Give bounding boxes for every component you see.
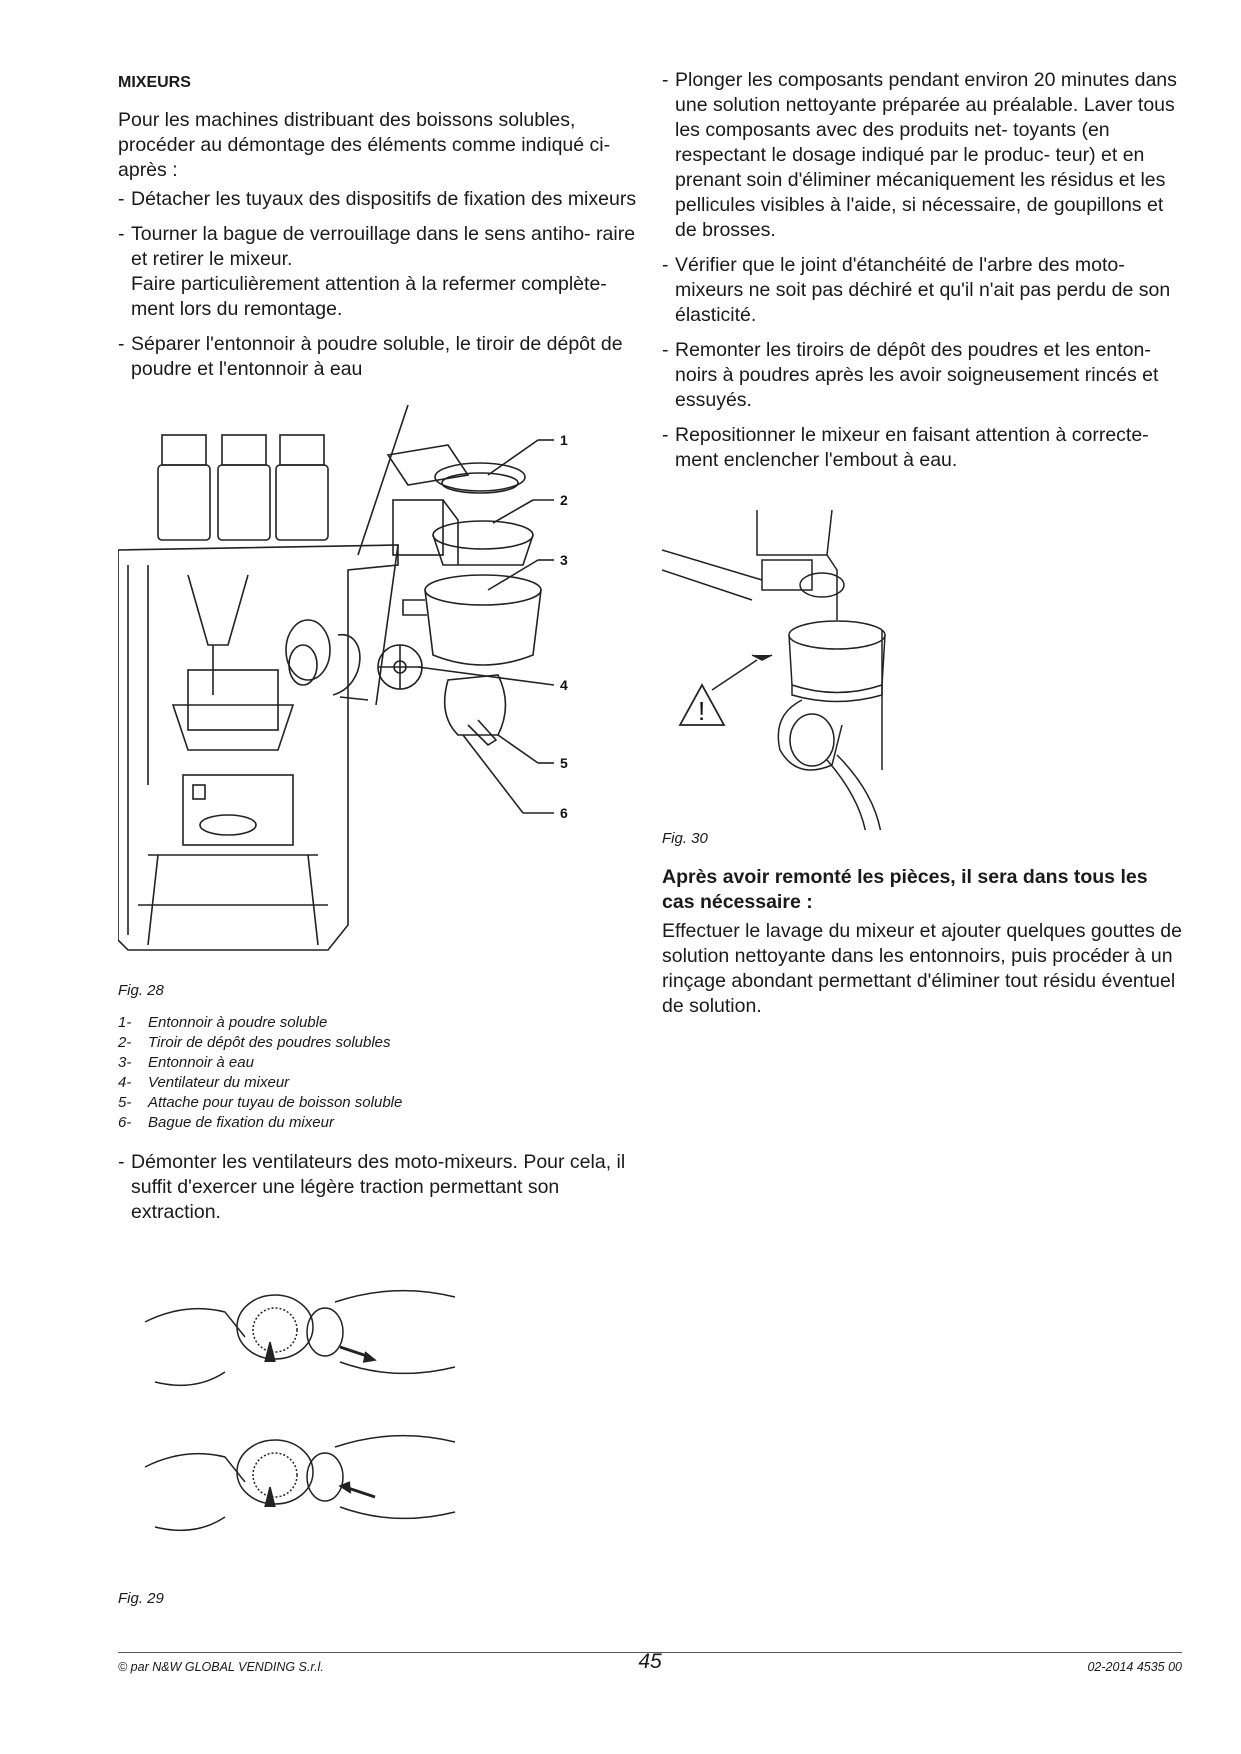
fig28-caption: Fig. 28 — [118, 982, 164, 999]
reassembly-subheading: Après avoir remonté les pièces, il sera dans tous les cas nécessaire : — [662, 866, 1148, 913]
callout-4: 4 — [560, 677, 568, 693]
left-column — [118, 70, 640, 392]
list-item: - Séparer l'entonnoir à poudre soluble, le tiroir de dépôt de poudre et l'entonnoir à eau — [118, 333, 623, 380]
list-item: - Repositionner le mixeur en faisant attention à correcte- ment enclencher l'embout à eau. — [662, 424, 1149, 471]
footer-copyright: © par N&W GLOBAL VENDING S.r.l. — [118, 1660, 324, 1674]
list-item: 3- Entonnoir à eau — [118, 1054, 254, 1071]
warning-icon: ! — [698, 696, 706, 726]
fig28-illustration — [118, 405, 638, 965]
list-item: 2- Tiroir de dépôt des poudres solubles — [118, 1034, 391, 1051]
list-item: 6- Bague de fixation du mixeur — [118, 1114, 334, 1131]
right-lower-block — [662, 830, 1182, 1023]
final-paragraph: Effectuer le lavage du mixeur et ajouter quelques gouttes de solution nettoyante dans les entonnoirs, puis procéder à un rinçage abondant permettant d'éliminer tout résidu éventuel de solution. — [662, 920, 1182, 1017]
fig30-illustration — [662, 510, 902, 830]
list-item: 5- Attache pour tuyau de boisson soluble — [118, 1094, 403, 1111]
list-item: - Démonter les ventilateurs des moto-mixeurs. Pour cela, il suffit d'exercer une légère traction permettant son extraction. — [118, 1151, 626, 1223]
page-number: 45 — [638, 1650, 662, 1673]
fan-removal-step — [118, 1150, 640, 1225]
fig28-legend — [118, 1013, 640, 1133]
callout-2: 2 — [560, 492, 568, 508]
list-item: - Plonger les composants pendant environ 20 minutes dans une solution nettoyante préparée au préalable. Laver tous les composants avec des produits net- toyants (en respectant le dosage indiqué par le produc- teur) et en prenant soin d'éliminer mécaniquement les résidus et les pellicules visibles à l'aide, si nécessaire, de goupillons et de brosses. — [662, 69, 1177, 241]
section-heading: MIXEURS — [118, 74, 191, 91]
list-item: - Remonter les tiroirs de dépôt des poudres et les enton- noirs à poudres après les avoir soigneusement rincés et essuyés. — [662, 339, 1159, 411]
step-note: Faire particulièrement attention à la refermer complète- ment lors du remontage. — [131, 273, 607, 320]
right-column — [662, 68, 1182, 483]
maintenance-steps — [662, 68, 1182, 473]
fig29-caption: Fig. 29 — [118, 1590, 164, 1607]
fig28-caption-block — [118, 982, 640, 1133]
list-item: 4- Ventilateur du mixeur — [118, 1074, 290, 1091]
list-item: - Vérifier que le joint d'étanchéité de l'arbre des moto- mixeurs ne soit pas déchiré et qu'il n'ait pas perdu de son élasticité. — [662, 254, 1171, 326]
callout-3: 3 — [560, 552, 568, 568]
list-item: 1- Entonnoir à poudre soluble — [118, 1014, 328, 1031]
callout-1: 1 — [560, 432, 568, 448]
fig30-caption: Fig. 30 — [662, 830, 708, 847]
list-item: - Tourner la bague de verrouillage dans le sens antiho- raire et retirer le mixeur. Faire particulièrement attention à la refermer complète- ment lors du remontage. — [118, 223, 636, 320]
footer-docref: 02-2014 4535 00 — [1087, 1660, 1182, 1674]
list-item: - Détacher les tuyaux des dispositifs de fixation des mixeurs — [118, 188, 637, 210]
fig29-illustration — [125, 1262, 465, 1562]
callout-5: 5 — [560, 755, 568, 771]
intro-paragraph: Pour les machines distribuant des boissons solubles, procéder au démontage des éléments comme indiqué ci-après : — [118, 109, 611, 181]
callout-6: 6 — [560, 805, 568, 821]
disassembly-steps — [118, 187, 640, 382]
step4-block — [118, 1150, 640, 1235]
